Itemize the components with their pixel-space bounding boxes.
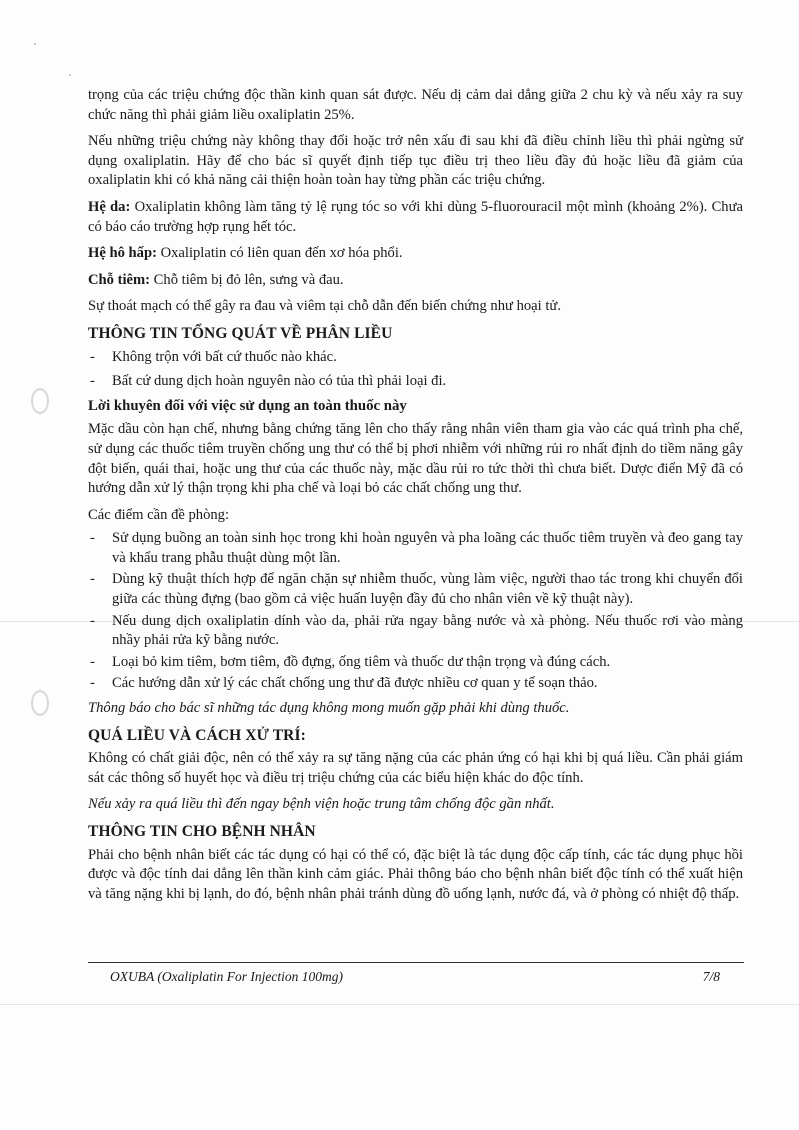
paragraph-intro: trọng của các triệu chứng độc thần kinh quan sát được. Nếu dị cảm dai dẳng giữa 2 chu kỳ và nếu xảy ra suy chức năng thì phải giảm liều oxaliplatin 25%. [88,87,743,123]
list-item: - Các hướng dẫn xử lý các chất chống ung thư đã được nhiều cơ quan y tế soạn thảo. [88,674,743,694]
text-skin: Oxaliplatin không làm tăng tỷ lệ rụng tóc so với khi dùng 5-fluorouracil một mình (khoảng 2%). Chưa có báo cáo trường hợp rụng hết tóc. [88,198,743,235]
paragraph-patient-info: Phải cho bệnh nhân biết các tác dụng có hại có thể có, đặc biệt là tác dụng độc cấp tính, các tác dụng phục hồi được và độc tính dai dẳng lên thần kinh cảm giác. Phải thông báo cho bệnh nhân biết độc tính có thể xuất hiện và tăng nặng khi bị lạnh, do đó, bệnh nhân phải tránh dùng đồ uống lạnh, nước đá, và ở phòng có nhiệt độ thấp. [88,846,743,902]
paragraph-injection-site [88,271,743,291]
text-notify-doctor: Thông báo cho bác sĩ những tác dụng không mong muốn gặp phải khi dùng thuốc. [88,700,570,717]
general-dosing-list [88,348,743,392]
list-item: - Bất cứ dung dịch hoàn nguyên nào có tủa thì phải loại đi. [88,372,743,392]
scan-speck [34,43,36,45]
label-skin: Hệ da: [88,198,131,215]
paragraph-stop-treatment: Nếu những triệu chứng này không thay đổi hoặc trở nên xấu đi sau khi đã điều chỉnh liều thì phải ngừng sử dụng oxaliplatin. Hãy để cho bác sĩ quyết định tiếp tục điều trị theo liều đầy đủ hoặc liều đã giảm của oxaliplatin khi có khả năng cải thiện hoàn toàn hay từng phần các triệu chứng. [88,133,743,189]
text-overdose-note: Nếu xảy ra quá liều thì đến ngay bệnh viện hoặc trung tâm chống độc gần nhất. [88,796,555,813]
paragraph-extravasation: Sự thoát mạch có thể gây ra đau và viêm tại chỗ dẫn đến biến chứng như hoại tử. [88,298,561,315]
heading-general-dosing: THÔNG TIN TỔNG QUÁT VỀ PHÂN LIỀU [88,324,393,342]
footer-divider [88,962,744,963]
heading-safe-use-advice: Lời khuyên đối với việc sử dụng an toàn thuốc này [88,397,407,414]
paragraph-respiratory [88,244,743,264]
text-respiratory: Oxaliplatin có liên quan đến xơ hóa phổi. [156,245,403,262]
list-item: - Loại bỏ kim tiêm, bơm tiêm, đồ đựng, ống tiêm và thuốc dư thận trọng và đúng cách. [88,653,743,673]
label-respiratory: Hệ hô hấp: [88,245,157,262]
scan-speck [69,74,71,76]
list-item: - Không trộn với bất cứ thuốc nào khác. [88,348,743,368]
precautions-list [88,529,743,694]
list-item: - Sử dụng buồng an toàn sinh học trong khi hoàn nguyên và pha loãng các thuốc tiêm truyền và đeo gang tay và khẩu trang phẫu thuật dùng một lần. [88,529,743,568]
paragraph-skin [88,198,743,237]
footer-product-name: OXUBA (Oxaliplatin For Injection 100mg) [110,969,343,984]
punch-hole-mark [31,690,49,716]
page-number: 7/8 [702,969,720,984]
paragraph-overdose-note [88,795,743,815]
label-injection-site: Chỗ tiêm: [88,271,151,288]
text-injection-site: Chỗ tiêm bị đỏ lên, sưng và đau. [150,271,344,288]
heading-overdose: QUÁ LIỀU VÀ CÁCH XỬ TRÍ: [88,726,306,744]
list-item: - Dùng kỹ thuật thích hợp để ngăn chặn sự nhiễm thuốc, vùng làm việc, người thao tác trong khi chuyển đổi giữa các thùng đựng (bao gồm cả việc huấn luyện đầy đủ cho nhân viên về kỹ thuật này). [88,570,743,609]
paragraph-overdose: Không có chất giải độc, nên có thể xảy ra sự tăng nặng của các phản ứng có hại khi bị quá liều. Cần phải giám sát các thông số huyết học và điều trị triệu chứng của các biểu hiện khác do độc tính. [88,750,743,786]
paragraph-precautions-intro: Các điểm cần đề phòng: [88,506,230,523]
scan-line [0,1004,799,1005]
heading-patient-info: THÔNG TIN CHO BỆNH NHÂN [88,823,316,840]
document-body [88,86,743,911]
paragraph-notify-doctor [88,699,743,719]
punch-hole-mark [31,388,49,414]
paragraph-safe-use: Mặc dầu còn hạn chế, nhưng bằng chứng tăng lên cho thấy rằng nhân viên tham gia vào các quá trình pha chế, sử dụng các thuốc tiêm truyền chống ung thư có thể bị phơi nhiễm với những rủi ro nhất định do tiềm năng gây đột biến, quái thai, hoặc ung thư của các thuốc này, mặc dầu rủi ro tức thời thì chưa biết. Dược điển Mỹ đã có hướng dẫn xử lý thận trọng khi pha chế và loại bỏ các chất chống ung thư. [88,421,743,497]
list-item: - Nếu dung dịch oxaliplatin dính vào da, phải rửa ngay bằng nước và xà phòng. Nếu thuốc rơi vào màng nhầy phải rửa kỹ bằng nước. [88,612,743,651]
